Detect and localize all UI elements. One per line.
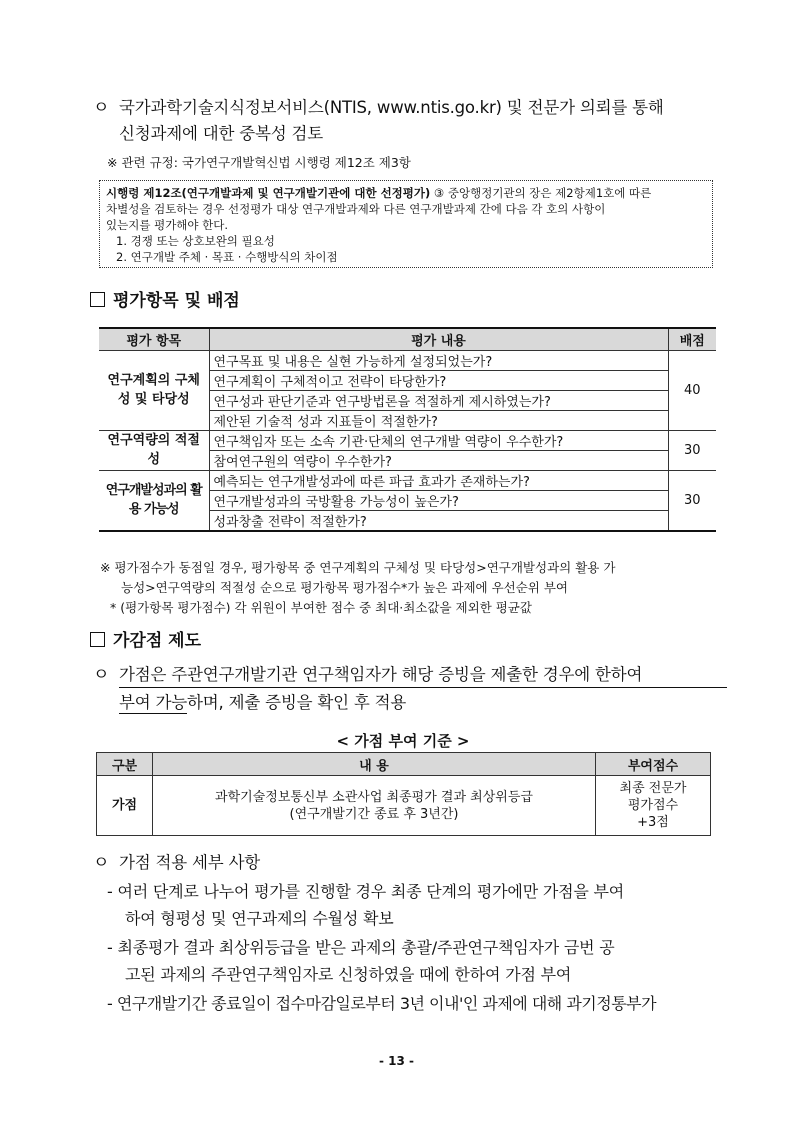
bonus-content-line-2: (연구개발기간 종료 후 3년간) xyxy=(289,806,459,822)
bonus-rule-line-2-rest: 하며, 제출 증빙을 확인 후 적용 xyxy=(187,693,407,712)
regulation-line-1-rest: ③ 중앙행정기관의 장은 제2항제1호에 따른 xyxy=(430,186,652,200)
bonus-content-line-1: 과학기술정보통신부 소관사업 최종평가 결과 최상위등급 xyxy=(215,789,533,805)
criteria-cell: 제안된 기술적 성과 지표들이 적절한가? xyxy=(209,410,668,430)
header-content: 내 용 xyxy=(153,753,596,776)
score-cell: 40 xyxy=(668,350,716,430)
detail-item-2-line-1: - 최종평가 결과 최상위등급을 받은 과제의 총괄/주관연구책임자가 금번 공 xyxy=(107,938,615,957)
detail-item-1-line-2: 하여 형평성 및 연구과제의 수월성 확보 xyxy=(125,909,394,928)
page-number: - 13 - xyxy=(378,1054,414,1068)
bullet-circle: ㅇ xyxy=(93,98,110,118)
bonus-type-cell: 가점 xyxy=(97,776,153,836)
regulation-line-1 xyxy=(106,185,706,201)
bonus-content-cell xyxy=(153,776,596,836)
criteria-cell: 예측되는 연구개발성과에 따른 파급 효과가 존재하는가? xyxy=(209,470,668,490)
criteria-cell: 연구성과 판단기준과 연구방법론을 적절하게 제시하였는가? xyxy=(209,390,668,410)
section-title-evaluation xyxy=(90,289,240,313)
square-bullet-icon xyxy=(90,292,105,307)
bullet-circle: ㅇ xyxy=(93,665,110,685)
table-row xyxy=(99,350,716,370)
header-points: 부여점수 xyxy=(596,753,711,776)
bonus-rule-underlined: 부여 가능 xyxy=(119,693,188,712)
regulation-title: 시행령 제12조(연구개발과제 및 연구개발기관에 대한 선정평가) xyxy=(106,186,431,200)
bonus-points-line-2: 평가점수 xyxy=(627,798,679,813)
criteria-cell: 연구목표 및 내용은 실현 가능하게 설정되었는가? xyxy=(209,350,668,370)
table-header-row xyxy=(97,753,711,776)
section-title-bonus-text: 가감점 제도 xyxy=(113,631,202,651)
criteria-cell: 연구개발성과의 국방활용 가능성이 높은가? xyxy=(209,490,668,510)
table-row xyxy=(99,430,716,450)
header-score: 배점 xyxy=(668,328,716,350)
category-cell: 연구개발성과의 활용 가능성 xyxy=(99,470,209,531)
regulation-item-1: 1. 경쟁 또는 상호보완의 필요성 xyxy=(116,234,275,248)
bonus-rule-line-2 xyxy=(119,690,406,716)
tie-break-note-line-1: ※ 평가점수가 동점일 경우, 평가항목 중 연구계획의 구체성 및 타당성>연구개발성과의 활용 가 xyxy=(100,560,616,575)
score-cell: 30 xyxy=(668,430,716,470)
bonus-criteria-table xyxy=(96,752,711,836)
tie-break-note-line-2: 능성>연구역량의 적절성 순으로 평가항목 평가점수*가 높은 과제에 우선순위 부여 xyxy=(121,580,568,595)
regulation-reference-note: ※ 관련 규정: 국가연구개발혁신법 시행령 제12조 제3항 xyxy=(107,155,411,170)
header-category: 평가 항목 xyxy=(99,328,209,350)
bonus-table-title: < 가점 부여 기준 > xyxy=(336,732,470,750)
section-title-evaluation-text: 평가항목 및 배점 xyxy=(113,291,240,311)
detail-item-2-line-2: 고된 과제의 주관연구책임자로 신청하였을 때에 한하여 가점 부여 xyxy=(125,965,572,984)
intro-line-1: 국가과학기술지식정보서비스(NTIS, www.ntis.go.kr) 및 전문가 의뢰를 통해 xyxy=(119,98,664,117)
bonus-points-line-3: +3점 xyxy=(637,815,669,830)
table-row xyxy=(97,776,711,836)
table-header-row xyxy=(99,328,716,350)
criteria-cell: 참여연구원의 역량이 우수한가? xyxy=(209,450,668,470)
section-title-bonus xyxy=(90,629,201,653)
criteria-cell: 연구책임자 또는 소속 기관·단체의 연구개발 역량이 우수한가? xyxy=(209,430,668,450)
bonus-detail-title: 가점 적용 세부 사항 xyxy=(119,853,261,872)
regulation-excerpt-box xyxy=(99,180,713,268)
detail-item-3-line-1: - 연구개발기간 종료일이 접수마감일로부터 3년 이내'인 과제에 대해 과기정통부가 xyxy=(107,994,657,1013)
score-cell: 30 xyxy=(668,470,716,531)
category-cell: 연구계획의 구체성 및 타당성 xyxy=(99,350,209,430)
bonus-points-line-1: 최종 전문가 xyxy=(619,781,687,796)
category-cell: 연구역량의 적절성 xyxy=(99,430,209,470)
criteria-cell: 연구계획이 구체적이고 전략이 타당한가? xyxy=(209,370,668,390)
bonus-points-cell xyxy=(596,776,711,836)
header-type: 구분 xyxy=(97,753,153,776)
bonus-rule-line-1: 가점은 주관연구개발기관 연구책임자가 해당 증빙을 제출한 경우에 한하여 xyxy=(119,662,727,688)
evaluation-criteria-table xyxy=(99,327,716,532)
regulation-line-3: 있는지를 평가해야 한다. xyxy=(106,218,229,232)
bullet-circle: ㅇ xyxy=(93,853,110,873)
square-bullet-icon xyxy=(90,632,105,647)
header-content: 평가 내용 xyxy=(209,328,668,350)
detail-item-1-line-1: - 여러 단계로 나누어 평가를 진행할 경우 최종 단계의 평가에만 가점을 부여 xyxy=(107,882,624,901)
table-row xyxy=(99,470,716,490)
intro-line-2: 신청과제에 대한 중복성 검토 xyxy=(119,124,324,143)
average-score-note: * (평가항목 평가점수) 각 위원이 부여한 점수 중 최대·최소값을 제외한 평균값 xyxy=(110,600,532,615)
regulation-line-2: 차별성을 검토하는 경우 선정평가 대상 연구개발과제와 다른 연구개발과제 간에 다음 각 호의 사항이 xyxy=(106,202,606,216)
regulation-item-2: 2. 연구개발 주체 · 목표 · 수행방식의 차이점 xyxy=(116,250,338,264)
criteria-cell: 성과창출 전략이 적절한가? xyxy=(209,510,668,531)
